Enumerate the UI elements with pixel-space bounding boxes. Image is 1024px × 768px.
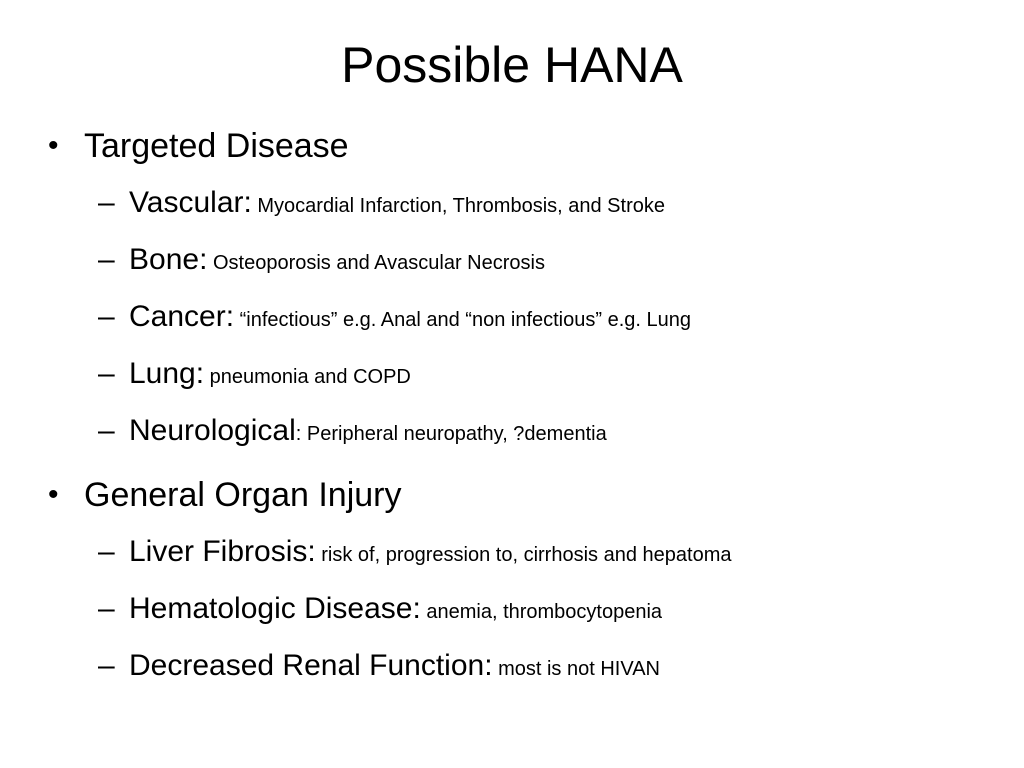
sub-item-detail: pneumonia and COPD [204,366,411,388]
sub-item-vascular [48,174,1008,231]
sub-item-label: Neurological [129,414,296,447]
sub-item-detail: Osteoporosis and Avascular Necrosis [207,252,545,274]
sub-item-detail: anemia, thrombocytopenia [420,601,663,623]
dash-icon: – [98,186,115,219]
bullet-item-general-organ-injury [48,467,1008,523]
sub-item-label: Cancer: [129,300,235,333]
dash-icon: – [98,535,115,568]
dash-icon: – [98,243,115,276]
sub-item-cancer [48,288,1008,345]
dash-icon: – [98,300,115,333]
sub-item-neurological [48,402,1008,459]
sub-item-detail: “infectious” e.g. Anal and “non infectious” e.g. Lung [234,309,691,331]
sub-item-decreased-renal-function [48,637,1008,694]
sub-item-detail: Myocardial Infarction, Thrombosis, and Stroke [251,195,665,217]
sub-item-label: Lung: [129,357,205,390]
sub-item-detail: : Peripheral neuropathy, ?dementia [295,423,607,445]
bullet-heading: Targeted Disease [84,127,349,165]
sub-item-detail: risk of, progression to, cirrhosis and hepatoma [315,544,732,566]
sub-item-lung [48,345,1008,402]
dash-icon: – [98,414,115,447]
sub-item-label: Hematologic Disease: [129,592,421,625]
bullet-icon: • [48,129,59,162]
sub-item-bone [48,231,1008,288]
sub-item-label: Decreased Renal Function: [129,649,493,682]
dash-icon: – [98,357,115,390]
sub-item-label: Liver Fibrosis: [129,535,316,568]
bullet-item-targeted-disease [48,118,1008,174]
sub-item-label: Bone: [129,243,208,276]
slide-body [48,118,1008,694]
dash-icon: – [98,592,115,625]
sub-item-label: Vascular: [129,186,252,219]
sub-item-hematologic-disease [48,580,1008,637]
slide-title: Possible HANA [341,37,683,93]
sub-item-detail: most is not HIVAN [492,658,660,680]
dash-icon: – [98,649,115,682]
sub-item-liver-fibrosis [48,523,1008,580]
bullet-heading: General Organ Injury [84,476,402,514]
bullet-icon: • [48,478,59,511]
